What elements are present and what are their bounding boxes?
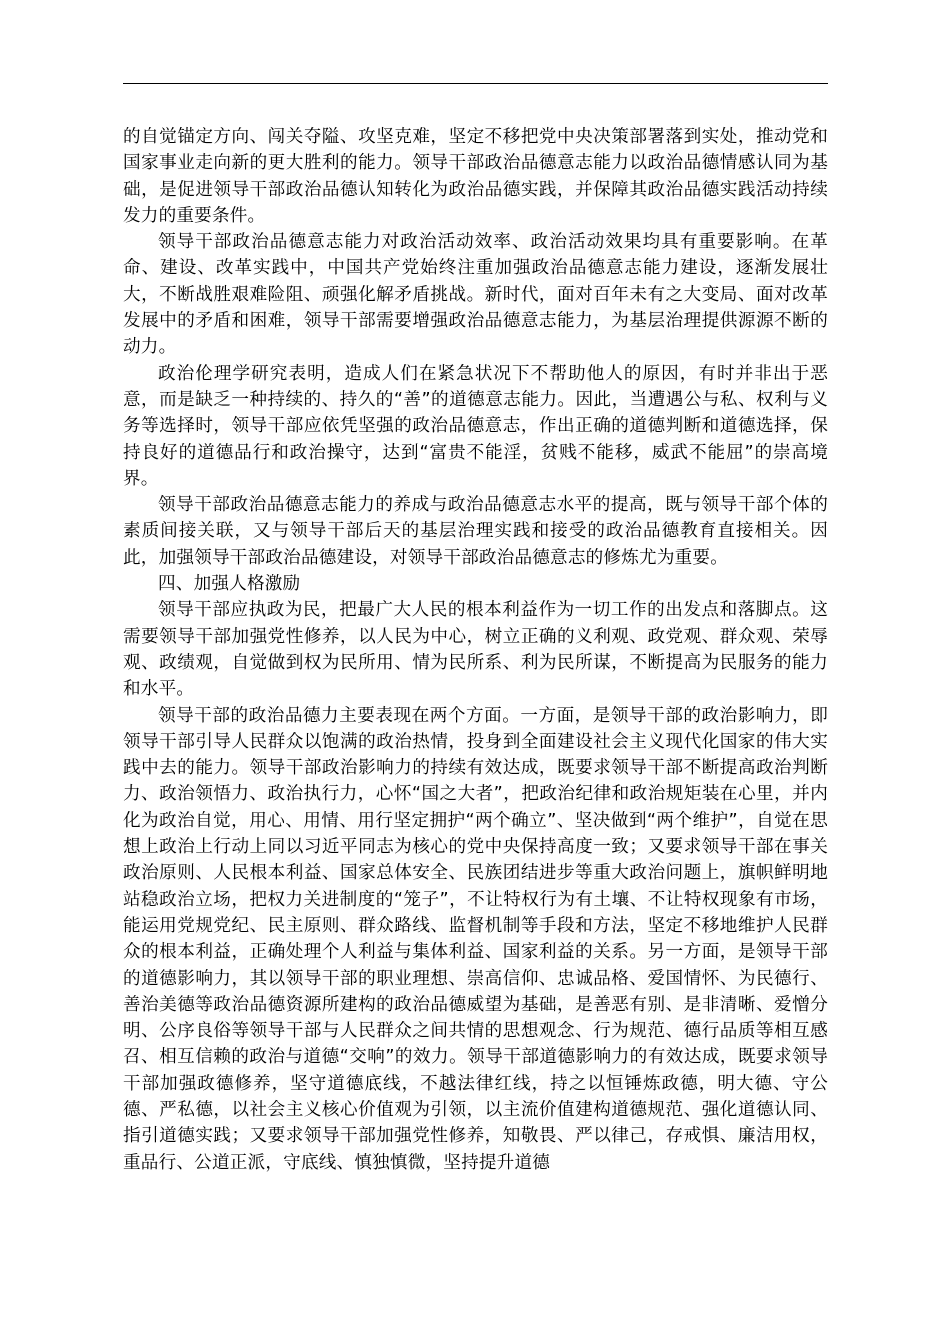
paragraph-3: 政治伦理学研究表明，造成人们在紧急状况下不帮助他人的原因，有时并非出于恶意，而是缺乏一种持续的、持久的“善”的道德意志能力。因此，当遭遇公与私、权利与义务等选择时，领导干部应依凭坚强的政治品德意志，作出正确的道德判断和道德选择，保持良好的道德品行和政治操守，达到“富贵不能淫，贫贱不能移，威武不能屈”的崇高境界。 xyxy=(123,363,828,489)
paragraph-4: 领导干部政治品德意志能力的养成与政治品德意志水平的提高，既与领导干部个体的素质间接关联，又与领导干部后天的基层治理实践和接受的政治品德教育直接相关。因此，加强领导干部政治品德建设，对领导干部政治品德意志的修炼尤为重要。 xyxy=(123,495,828,568)
header-rule xyxy=(123,83,828,84)
paragraph-1: 的自觉锚定方向、闯关夺隘、攻坚克难，坚定不移把党中央决策部署落到实处，推动党和国家事业走向新的更大胜利的能力。领导干部政治品德意志能力以政治品德情感认同为基础，是促进领导干部政治品德认知转化为政治品德实践，并保障其政治品德实践活动持续发力的重要条件。 xyxy=(123,127,828,226)
paragraph-2: 领导干部政治品德意志能力对政治活动效率、政治活动效果均具有重要影响。在革命、建设、改革实践中，中国共产党始终注重加强政治品德意志能力建设，逐渐发展壮大，不断战胜艰难险阻、顽强化解矛盾挑战。新时代，面对百年未有之大变局、面对改革发展中的矛盾和困难，领导干部需要增强政治品德意志能力，为基层治理提供源源不断的动力。 xyxy=(123,232,828,358)
paragraph-5: 领导干部应执政为民，把最广大人民的根本利益作为一切工作的出发点和落脚点。这需要领导干部加强党性修养，以人民为中心，树立正确的义利观、政党观、群众观、荣辱观、政绩观，自觉做到权为民所用、情为民所系、利为民所谋，不断提高为民服务的能力和水平。 xyxy=(123,600,828,700)
section-heading: 四、加强人格激励 xyxy=(158,574,301,595)
page-body xyxy=(123,124,828,1176)
paragraph-6: 领导干部的政治品德力主要表现在两个方面。一方面，是领导干部的政治影响力，即领导干部引导人民群众以饱满的政治热情，投身到全面建设社会主义现代化国家的伟大实践中去的能力。领导干部政治影响力的持续有效达成，既要求领导干部不断提高政治判断力、政治领悟力、政治执行力，心怀“国之大者”，把政治纪律和政治规矩装在心里，并内化为政治自觉，用心、用情、用行坚定拥护“两个确立”、坚决做到“两个维护”，自觉在思想上政治上行动上同以习近平同志为核心的党中央保持高度一致；又要求领导干部在事关政治原则、人民根本利益、国家总体安全、民族团结进步等重大政治问题上，旗帜鲜明地站稳政治立场，把权力关进制度的“笼子”，不让特权行为有土壤、不让特权现象有市场，能运用党规党纪、民主原则、群众路线、监督机制等手段和方法，坚定不移地维护人民群众的根本利益，正确处理个人利益与集体利益、国家利益的关系。另一方面，是领导干部的道德影响力，其以领导干部的职业理想、崇高信仰、忠诚品格、爱国情怀、为民德行、善治美德等政治品德资源所建构的政治品德威望为基础，是善恶有别、是非清晰、爱憎分明、公序良俗等领导干部与人民群众之间共情的思想观念、行为规范、德行品质等相互感召、相互信赖的政治与道德“交响”的效力。领导干部道德影响力的有效达成，既要求领导干部加强政德修养，坚守道德底线，不越法律红线，持之以恒锤炼政德，明大德、守公德、严私德，以社会主义核心价值观为引领，以主流价值建构道德规范、强化道德认同、指引道德实践；又要求领导干部加强党性修养，知敬畏、严以律己，存戒惧、廉洁用权，重品行、公道正派，守底线、慎独慎微，坚持提升道德 xyxy=(123,705,828,1173)
